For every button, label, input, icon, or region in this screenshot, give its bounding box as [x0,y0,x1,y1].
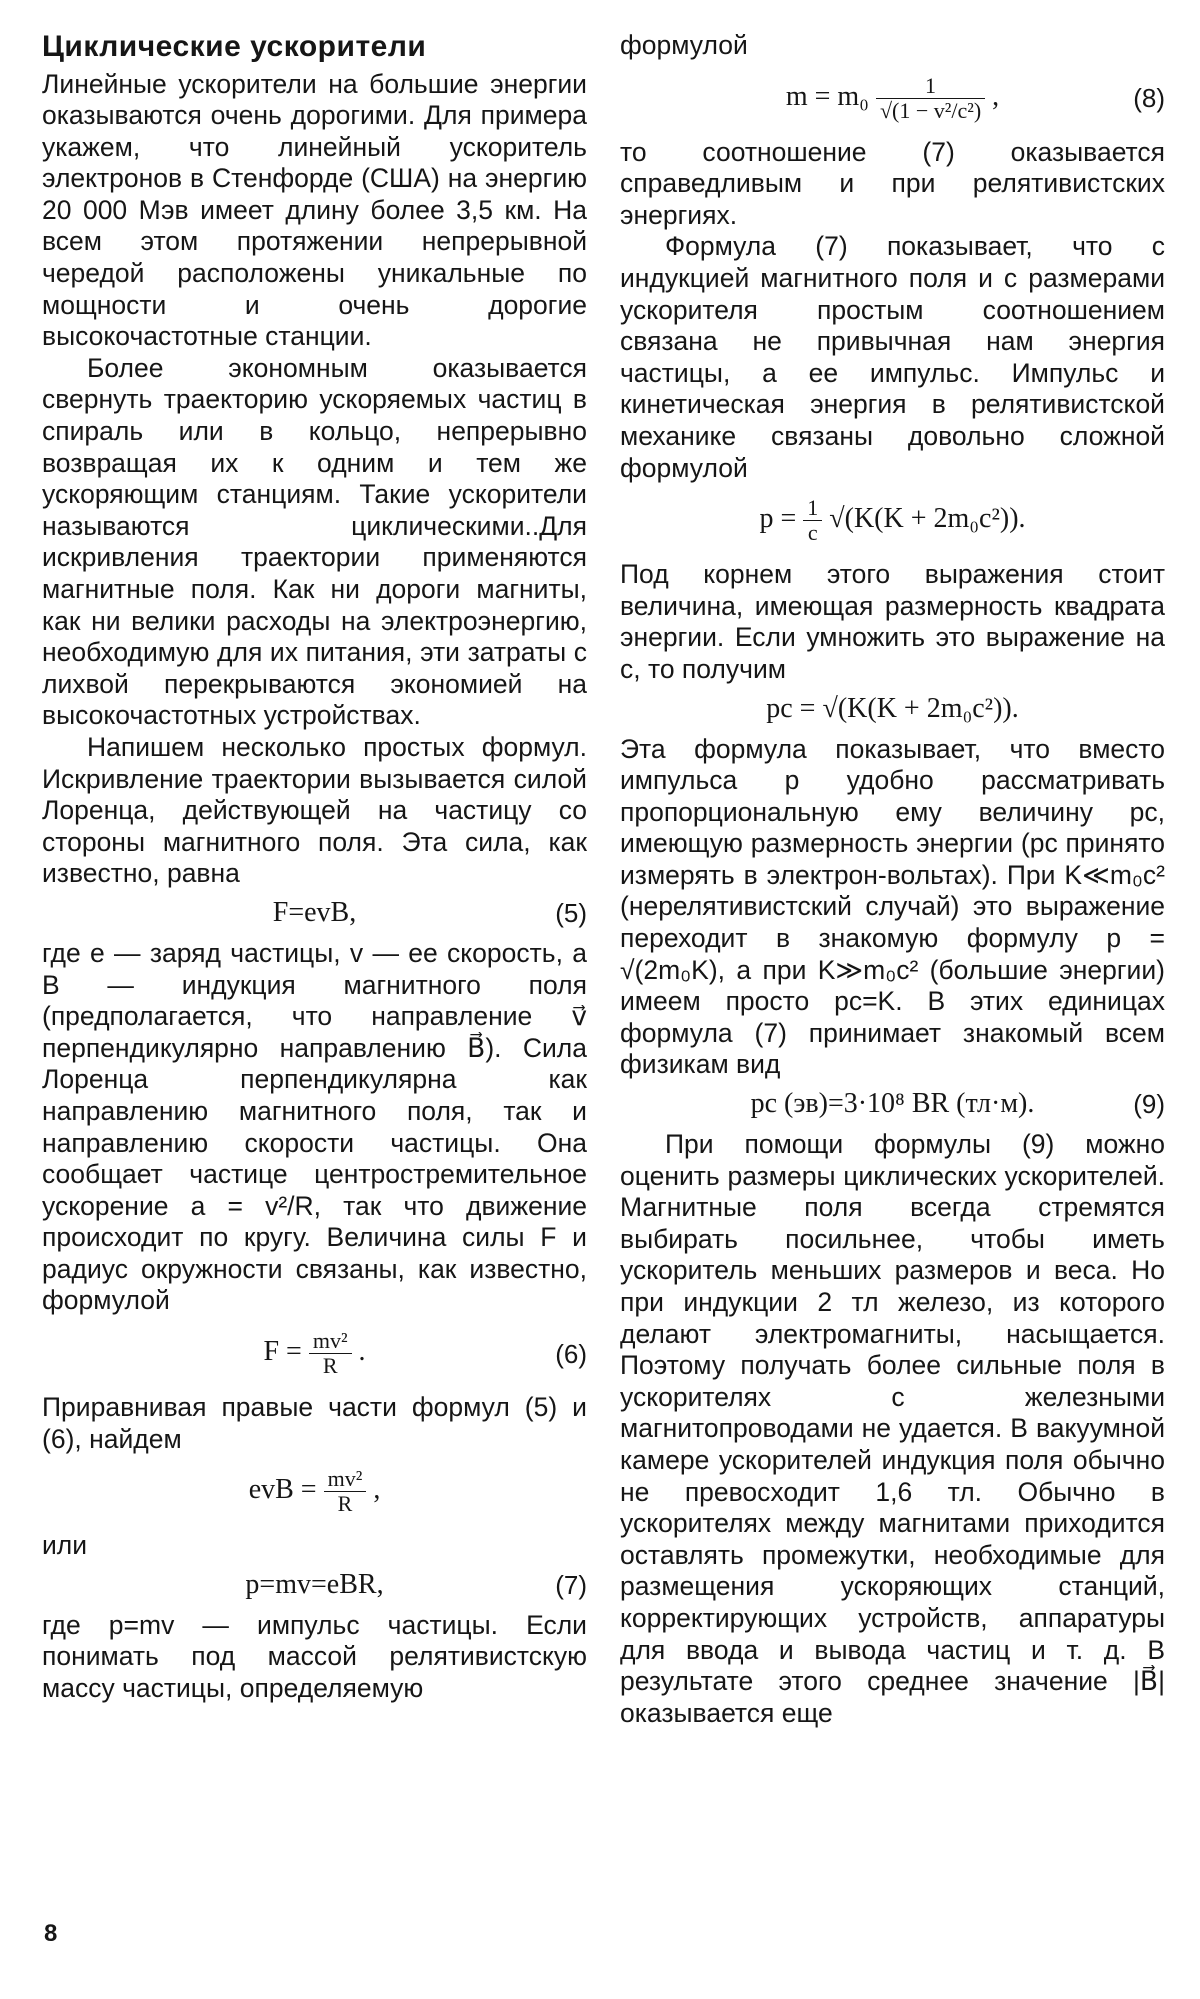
formula-7-body: p=mv=eBR, [245,1568,384,1600]
formula-5 [42,896,587,930]
paragraph-lorentz-explanation: где e — заряд частицы, v — ее скорость, а B — индукция магнитного поля (предполагается, что направление v⃗ перпендикулярно направлению B⃗). Сила Лоренца перпендикулярна как направлению магнитного поля, так и направлению скорости частицы. Она сообщает частице центростремительное ускорение a = v²/R, так что движение происходит по кругу. Величина силы F и радиус окружности связаны, как известно, формулой [42,937,587,1316]
formula-7 [42,1568,587,1602]
formula-equated-tail: , [373,1474,381,1506]
formula-p-lhs: p = [759,503,797,535]
formula-8-number: (8) [1133,83,1165,114]
paragraph-lorentz-force: Напишем несколько простых формул. Искривление траектории вызывается силой Лоренца, действующей на частицу со стороны магнитного поля. Эта сила, как известно, равна [42,731,587,889]
formula-p-denominator: c [807,520,818,546]
paragraph-or: или [42,1530,88,1561]
formula-p-numerator: 1 [803,496,822,521]
paragraph-momentum-energy: Формула (7) показывает, что с индукцией магнитного поля и с размерами ускорителя простым соотношением связана не привычная нам энергия частицы, а ее импульс. Импульс и кинетическая энергия в релятивистской механике связаны довольно сложной формулой [620,231,1165,483]
formula-equated-numerator: mv² [324,1467,367,1492]
formula-8 [620,68,1165,129]
formula-p-fraction [803,496,822,545]
formula-pc-body: pc = √(K(K + 2m₀c²)). [766,692,1019,724]
formula-p [620,490,1165,551]
formula-9-body: pc (эв)=3·10⁸ BR (тл·м). [750,1088,1035,1120]
formula-equated-fraction [324,1467,367,1516]
formula-equated [42,1461,587,1522]
formula-5-number: (5) [555,897,587,928]
formula-5-body: F=evB, [272,896,357,928]
formula-6 [42,1323,587,1384]
formula-6-fraction [309,1329,352,1378]
formula-equated-lhs: evB = [248,1474,317,1506]
formula-8-lhs: m = m₀ [785,80,869,112]
formula-6-lhs: F = [263,1335,302,1367]
formula-8-numerator: 1 [876,74,985,99]
paragraph-cyclic-accelerators: Более экономным оказывается свернуть траекторию ускоряемых частиц в спираль или в кольцо, непрерывно возвращая их к одним и тем же ускоряющим станциям. Такие ускорители называются циклическими..Для искривления траектории применяются магнитные поля. Как ни дороги магниты, как ни велики расходы на электроэнергию, необходимую для их питания, эти затраты с лихвой перекрываются экономией на высокочастотных устройствах. [42,352,587,731]
formula-9 [620,1087,1165,1121]
left-column [42,30,587,1705]
formula-8-fraction [876,74,985,123]
formula-equated-denominator: R [337,1491,353,1517]
formula-pc [620,692,1165,726]
formula-9-number: (9) [1133,1089,1165,1120]
paragraph-accelerator-size: При помощи формулы (9) можно оценить размеры циклических ускорителей. Магнитные поля всегда стремятся выбирать посильнее, чтобы иметь ускоритель меньших размеров и веса. Но при индукции 2 тл железо, из которого делают электромагниты, насыщается. Поэтому получать более сильные поля в ускорителях с железными магнитопроводами не удается. В вакуумной камере ускорителей индукция поля обычно не превосходит 1,6 тл. Обычно в ускорителях между магнитами приходится оставлять промежутки, необходимые для размещения ускоряющих станций, корректирующих устройств, аппаратуры для ввода и вывода частиц и т. д. В результате этого среднее значение |B⃗| оказывается еще [620,1129,1165,1728]
formula-6-number: (6) [555,1338,587,1369]
right-column [620,30,1165,1729]
section-heading: Циклические ускорители [42,30,427,63]
formula-8-denominator: √(1 − v²/c²) [879,97,982,123]
formula-6-denominator: R [322,1353,338,1379]
formula-8-tail: , [992,80,1000,112]
formula-7-number: (7) [555,1569,587,1600]
paragraph-pc-units: Эта формула показывает, что вместо импульса p удобно рассматривать пропорциональную ему величину pc, имеющую размерность энергии (pc принято измерять в электрон-вольтах). При K≪m₀c² (нерелятивистский случай) это выражение переходит в знакомую формулу p = √(2m₀K), а при K≫m₀c² (большие энергии) имеем просто pc=K. В этих единицах формула (7) принимает знакомый всем физикам вид [620,733,1165,1080]
paragraph-momentum: где p=mv — импульс частицы. Если понимать под массой релятивистскую массу частицы, определяемую [42,1609,587,1704]
paragraph-equate: Приравнивая правые части формул (5) и (6), найдем [42,1392,587,1454]
page-number: 8 [44,1920,58,1947]
paragraph-formula-intro: формулой [620,30,748,60]
formula-p-tail: √(K(K + 2m₀c²)). [829,503,1026,535]
paragraph-relativistic-validity: то соотношение (7) оказывается справедливым и при релятивистских энергиях. [620,136,1165,230]
paragraph-under-root: Под корнем этого выражения стоит величина, имеющая размерность квадрата энергии. Если умножить это выражение на c, то получим [620,559,1165,684]
paragraph-linear-accelerators: Линейные ускорители на большие энергии оказываются очень дорогими. Для примера укажем, что линейный ускоритель электронов в Стенфорде (США) на энергию 20 000 Мэв имеет длину более 3,5 км. На всем этом протяжении непрерывной чередой расположены уникальные по мощности и очень дорогие высокочастотные станции. [42,68,587,352]
formula-6-numerator: mv² [309,1329,352,1354]
formula-6-tail: . [358,1335,366,1367]
